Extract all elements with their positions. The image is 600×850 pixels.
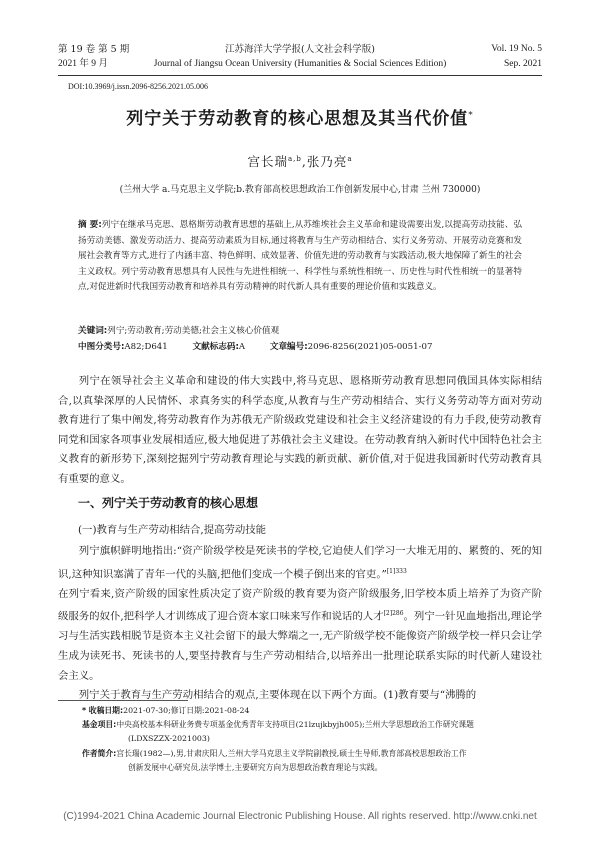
header-vol-no-en: Vol. 19 No. 5 [491,44,542,54]
paragraph-3-tail: 。列宁一针见血地指出,理论学习与生活实践相脱节是资本主义社会留下的最大弊端之一,无产阶级学校不能像资产阶级学校一样只会让学生成为读死书、死读书的人,要坚持教育与生产劳动相结合,以培养出一批理论联系实际的时代新人建设社会主义。 [58,610,542,682]
header-volume-issue: 第 19 卷 第 5 期 [58,44,130,55]
paragraph-3-text: 在列宁看来,资产阶级的国家性质决定了资产阶级的教育要为资产阶级服务,旧学校本质上培养了为资产阶级服务的奴仆,把科学人才训练成了迎合资本家口味来写作和说话的人才 [58,587,542,623]
clc-label: 中图分类号: [78,342,125,352]
fund-label: 基金项目: [82,720,117,730]
header-journal [58,42,542,72]
author-1-affil: a,b [287,154,302,163]
keywords-text: 列宁;劳动教育;劳动美德;社会主义核心价值观 [107,326,280,336]
paper-title [0,104,600,129]
paragraph-4: 列宁关于教育与生产劳动相结合的观点,主要体现在以下两个方面。(1)教育要与“沸腾的 [78,689,477,702]
fund-text-cont: (LDXSZZX-2021003) [128,734,210,744]
section-heading-1: 一、列宁关于劳动教育的核心思想 [78,496,259,510]
author-separator: , [301,154,307,169]
subsection-heading-1: (一)教育与生产劳动相结合,提高劳动技能 [78,524,267,536]
paragraph-3 [58,585,542,686]
received-label: * 收稿日期: [82,706,124,715]
article-no-value: 2096-8256(2021)05-0051-07 [307,342,433,352]
header-date-cn: 2021 年 9 月 [58,59,108,69]
abstract [78,218,522,296]
paragraph-2-text: 列宁旗帜鲜明地指出:“资产阶级学校是死读书的学校,它迫使人们学习一大堆无用的、累赘的、死的知识,这种知识塞满了青年一代的头脑,把他们变成一个模子倒出来的官吏。” [58,545,542,581]
header-journal-cn: 江苏海洋大学学报(人文社会科学版) [225,44,375,55]
doc-code-label: 文献标志码: [192,342,239,352]
author-1-name: 宫长瑞 [247,154,288,169]
intro-paragraph: 列宁在领导社会主义革命和建设的伟大实践中,将马克思、恩格斯劳动教育思想同俄国具体实际相结合,以真挚深厚的人民情怀、求真务实的科学态度,从教育与生产劳动相结合、实行义务劳动等方面对劳动教育进行了集中阐发,将劳动教育作为苏俄无产阶级政党建设和社会主义经济建设的有力手段,使劳动教育同党和国家各项事业发展相适应,极大地促进了苏俄社会主义建设。在劳动教育纳入新时代中国特色社会主义教育的新形势下,深刻挖掘列宁劳动教育理论与实践的新贡献、新价值,对于促进我国新时代劳动教育具有重要的意义。 [58,375,542,485]
header-date-en: Sep. 2021 [504,59,542,69]
section-1-body [58,542,542,706]
author-bio-cont: 创新发展中心研究员,法学博士,主要研究方向为思想政治教育理论与实践。 [128,762,383,772]
footnote-fund [82,718,542,732]
paragraph-2 [58,542,542,585]
footnote-received [82,704,542,718]
intro-section [58,372,542,490]
keywords-label: 关键词: [78,326,108,336]
citation-1: [1]333 [386,567,407,575]
header-journal-en: Journal of Jiangsu Ocean University (Humanities & Social Sciences Edition) [153,59,447,69]
clc-value: A82;D641 [124,342,168,352]
running-header [58,40,542,76]
affiliation: (兰州大学 a.马克思主义学院;b.教育部高校思想政治工作创新发展中心,甘肃 兰州 730000) [119,185,481,195]
keywords [78,324,522,336]
footnote-rule [58,700,188,701]
author-bio-text: 宫长瑞(1982—),男,甘肃庆阳人,兰州大学马克思主义学院副教授,硕士生导师,教育部高校思想政治工作 [116,748,467,758]
footnote-author [82,747,542,761]
citation-2: [2]286 [383,610,404,618]
footnotes [82,704,542,775]
copyright-notice: (C)1994-2021 China Academic Journal Electronic Publishing House. All rights reserved. http://www.cnki.net [63,811,537,822]
abstract-text: 列宁在继承马克思、恩格斯劳动教育思想的基础上,从苏维埃社会主义革命和建设需要出发,以提高劳动技能、弘扬劳动美德、激发劳动活力、提高劳动素质为目标,通过将教育与生产劳动相结合、实行义务劳动、开展劳动竞赛和发展社会教育等方式,进行了内涵丰富、特色鲜明、成效显著、价值先进的劳动教育与实践活动,极大地保障了新生的社会主义政权。列宁劳动教育思想具有人民性与先进性相统一、科学性与系统性相统一、历史性与时代性相统一的显著特点,对促进新时代我国劳动教育和培养具有劳动精神的时代新人具有重要的理论价值和实践意义。 [78,220,523,293]
author-bio-label: 作者简介: [82,748,117,758]
abstract-label: 摘 要: [78,220,102,230]
fund-text: 中央高校基本科研业务费专项基金优秀青年支持项目(21lzujkbyjh005);兰州大学思想政治工作研究课题 [116,720,474,730]
doi: DOI:10.3969/j.issn.2096-8256.2021.05.006 [68,82,208,91]
author-2-name: 张乃亮 [306,154,348,169]
author-2-affil: a [347,154,353,163]
received-text: 2021-07-30;修订日期:2021-08-24 [123,706,250,715]
title-footnote-mark: * [468,110,474,121]
paper-title-text: 列宁关于劳动教育的核心思想及其当代价值 [126,109,469,129]
article-no-label: 文章编号: [269,342,308,352]
author-line [0,152,600,170]
classification-line [78,340,522,352]
header-vol-en [491,42,542,72]
doc-code-value: A [238,342,246,352]
